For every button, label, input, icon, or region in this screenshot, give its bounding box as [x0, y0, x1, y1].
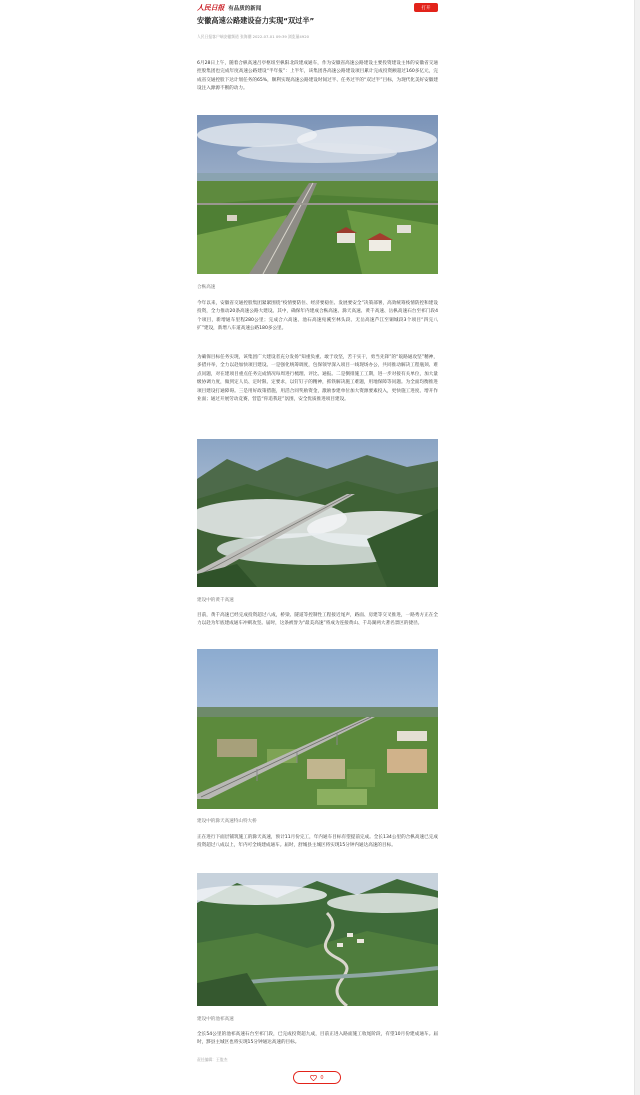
article-title: 安徽高速公路建设奋力实现“双过半”	[197, 16, 315, 25]
open-app-button[interactable]: 打开	[414, 3, 438, 12]
page-scrollbar[interactable]	[634, 0, 640, 1095]
photo-caption: 建设中的黄千高速	[197, 598, 234, 603]
photo-caption: 建设中的滁天高速特山特大桥	[197, 819, 257, 824]
article-photo[interactable]	[197, 873, 438, 1006]
article-photo[interactable]	[197, 649, 438, 809]
top-bar	[197, 0, 438, 16]
article-meta: 人民日报客户端安徽频道 张海潮 2022-07-01 09:39 浏览量4920	[197, 34, 310, 39]
article-paragraph: 目前，黄千高速已经完成投资超过八成，桥梁、隧道等控制性工程接近尾声，路面、房建等交叉推进，一路秀方正在全力以赴为年底建成通车冲刺攻坚。届时，这条被誉为“最美高速”将成为连接黄山、千岛湖两大著名景区的捷径。	[197, 613, 438, 627]
article-column	[197, 0, 438, 1081]
logo-wordmark: 人民日报	[197, 3, 225, 12]
article-photo[interactable]	[197, 439, 438, 587]
mountain-valley-image	[197, 873, 438, 1006]
bridge-fields-image	[197, 649, 438, 809]
like-count: 0	[320, 1074, 324, 1081]
brand-logo[interactable]	[197, 3, 261, 13]
article-paragraph: 全长54公里的池祁高速石台至祁门段，已完成投资超九成，目前正进入路面施工收尾阶段，有望10月份建成通车。届时，黟县主城区也将实现15分钟通达高速的目标。	[197, 1032, 438, 1046]
responsible-editor: 责任编辑：王俊杰	[197, 1057, 228, 1062]
photo-caption: 建设中的池祁高速	[197, 1017, 234, 1022]
mountain-viaduct-image	[197, 439, 438, 587]
photo-caption: 合枞高速	[197, 285, 216, 290]
article-paragraph: 6月28日上午，随着合枞高速吕亭枢纽至枞阳北段建成通车，作为安徽省高速公路建设主要投资建设主体的安徽省交通控股集团也完成年度高速公路建设“半年报”：上半年，该集团各高速公路建设项目累计完成投资额超过160多亿元，完成省交通控股下达计划任务的65%，顺利实现高速公路建设时间过半、任务过半的“双过半”目标，为现代化美好安徽建设注入源源不断的动力。	[197, 61, 438, 92]
article-paragraph: 为确保目标任务实现，该集团广大建设者充分发扬“知重负重、敢于攻坚，苦干实干，勇当先锋”的“皖路通攻坚”精神，多措并举，全力以赴加快项目建设。一是强化统筹调度，包保领导深入项目一线现场办公，共同推动解决工程瓶颈、难点问题，对在建项目重点任务完成情况每周进行梳理、评比、通报。二是倒排施工工期，进一步对接有关单位，加大量级协调力度，做到定人员、定时限、定要求，以钉钉子的精神，抓铁解决施工难题，用地保障等问题。为全面均衡推进项目建设打通障碍。三是用好政策措施，用活合同奖励资金，激励参建单位加大资源要素投入，更快施工进度、增开作业面；通过开展劳动竞赛，营造“你追我赶”氛围，安全优质推进项目建设。	[197, 355, 438, 403]
article-photo[interactable]	[197, 115, 438, 274]
highway-farmland-image	[197, 115, 438, 274]
article-paragraph: 正在进行下面层铺筑施工的滁天高速，预计11月份完工，年内通车目标有望提前完成。全长134公里的合枞高速已完成投资超过八成以上，年内可全线建成通车。届时，舒城县主城区将实现15分钟内通达高速的目标。	[197, 835, 438, 849]
like-button[interactable]	[293, 1071, 341, 1084]
logo-slogan: 有品质的新闻	[228, 6, 262, 12]
article-paragraph: 今年以来，安徽省交通控股集团紧紧围绕“疫情要防住、经济要稳住、发展要安全”决策部署，高效统筹疫情防控和建设投资，全力推动20条高速公路大建设。其中，确保年内建成合枞高速、滁天高速、黄千高速、岳枞高速石台至祁门段4个项目，新增通车里程280公里；完成合六高速、池石高速宛溪至林头段、无岳高速芦江至铜城段3个项目“四完八扩”建设，新增八车道高速公路180多公里。	[197, 301, 438, 332]
heart-icon	[310, 1075, 317, 1081]
